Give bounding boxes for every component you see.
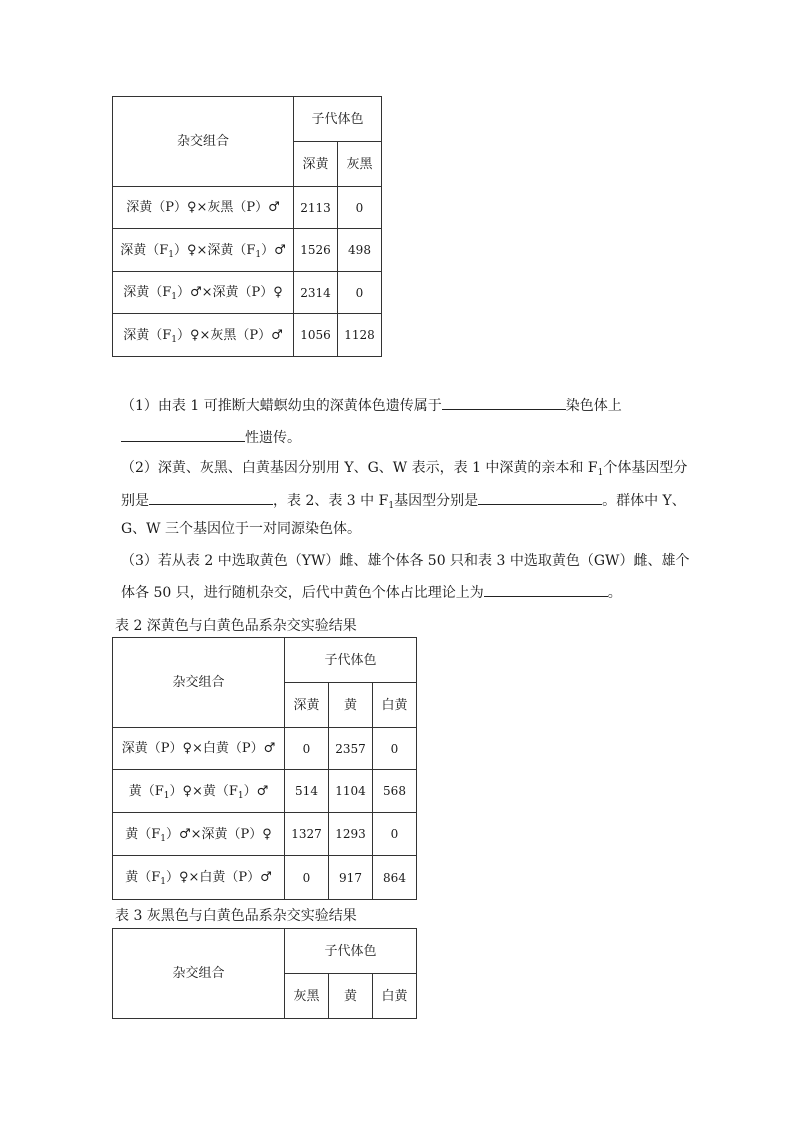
q2-text-f: 。群体中 Y、 [602,493,686,509]
question-2-line-1 [121,460,688,478]
table1-row-2-val-0: 2314 [294,272,338,314]
table1-col-0: 深黄 [294,142,338,187]
q2-text-b: 个体基因型分 [603,460,688,476]
q2-text-g: G、W 三个基因位于一对同源染色体。 [121,521,362,537]
table2-row-2-val-2: 0 [373,813,417,856]
table1-row-2-combo: 深黄$(F_1)♂\times$深黄（P）♀ [113,272,294,314]
question-1-line-2 [121,429,301,445]
table2-col-0: 深黄 [285,683,329,728]
q2-text-c: 别是 [121,493,149,509]
table1-row-0-val-0: 2113 [294,187,338,229]
table2-header-group: 子代体色 [285,638,417,683]
q2-sub-a: 1 [597,468,604,478]
question-1-line-1 [121,397,622,413]
table2-row-0-val-0: 0 [285,728,329,770]
q3-text-c: 。 [607,585,622,601]
question-2-line-3 [121,522,361,536]
table3-header-group: 子代体色 [285,929,417,974]
table-2 [112,637,417,900]
table2-row-2-val-1: 1293 [329,813,373,856]
question-3-line-2 [121,584,622,600]
table1-col-1: 灰黑 [338,142,382,187]
table2-caption: 表 2 深黄色与白黄色品系杂交实验结果 [115,618,357,634]
table1-header-combo: 杂交组合 [113,97,294,187]
table3-caption: 表 3 灰黑色与白黄色品系杂交实验结果 [115,908,357,924]
table2-row-3-val-1: 917 [329,856,373,900]
q1-text-c: 性遗传。 [245,430,301,446]
q2-text-d: ，表 2、表 3 中 F [273,493,389,509]
q1-text-a: （1）由表 1 可推断大蜡螟幼虫的深黄体色遗传属于 [121,398,442,414]
table-1 [112,96,382,357]
answer-blank [121,429,245,442]
q2-text-a: （2）深黄、灰黑、白黄基因分别用 Y、G、W 表示，表 1 中深黄的亲本和 F [121,460,598,476]
answer-blank [484,584,608,597]
q2-sub-b: 1 [388,501,395,511]
table2-row-3-val-2: 864 [373,856,417,900]
table-3 [112,928,417,1019]
answer-blank [149,492,273,505]
table2-row-2-val-0: 1327 [285,813,329,856]
table2-row-1-combo: 黄$(F_1)♀\times$黄$(F_1)♂$ [113,770,285,813]
table2-col-1: 黄 [329,683,373,728]
table1-header-group: 子代体色 [294,97,382,142]
table2-row-3-combo: 黄$(F_1)♀\times$白黄（P）♂ [113,856,285,900]
table1-row-0-val-1: 0 [338,187,382,229]
table2-row-2-combo: 黄$(F_1)♂\times$深黄（P）♀ [113,813,285,856]
question-2-line-2 [121,492,686,511]
table2-row-1-val-2: 568 [373,770,417,813]
table3-col-0: 灰黑 [285,974,329,1019]
table2-row-0-val-1: 2357 [329,728,373,770]
table3-col-2: 白黄 [373,974,417,1019]
question-3-line-1 [121,554,689,568]
table3-header-combo: 杂交组合 [113,929,285,1019]
table1-row-3-combo: 深黄$(F_1)♀\times$灰黑（P）♂ [113,314,294,357]
table1-row-3-val-0: 1056 [294,314,338,357]
table2-row-1-val-0: 514 [285,770,329,813]
table2-row-1-val-1: 1104 [329,770,373,813]
q3-text-b: 体各 50 只，进行随机杂交，后代中黄色个体占比理论上为 [121,585,484,601]
q3-text-a: （3）若从表 2 中选取黄色（YW）雌、雄个体各 50 只和表 3 中选取黄色（GW）雌、雄个 [121,553,690,569]
table1-row-2-val-1: 0 [338,272,382,314]
table1-row-1-val-0: 1526 [294,229,338,272]
q1-text-b: 染色体上 [565,398,622,414]
table2-col-2: 白黄 [373,683,417,728]
table1-row-3-val-1: 1128 [338,314,382,357]
table2-row-0-combo: 深黄（P）♀×白黄（P）♂ [113,728,285,770]
answer-blank [478,492,602,505]
table2-header-combo: 杂交组合 [113,638,285,728]
table1-row-1-val-1: 498 [338,229,382,272]
table2-row-3-val-0: 0 [285,856,329,900]
table1-row-1-combo: 深黄$(F_1)♀\times$深黄$(F_1)♂$ [113,229,294,272]
table3-col-1: 黄 [329,974,373,1019]
table2-row-0-val-2: 0 [373,728,417,770]
table1-row-0-combo: 深黄（P）♀×灰黑（P）♂ [113,187,294,229]
q2-text-e: 基因型分别是 [394,493,479,509]
answer-blank [442,397,566,410]
